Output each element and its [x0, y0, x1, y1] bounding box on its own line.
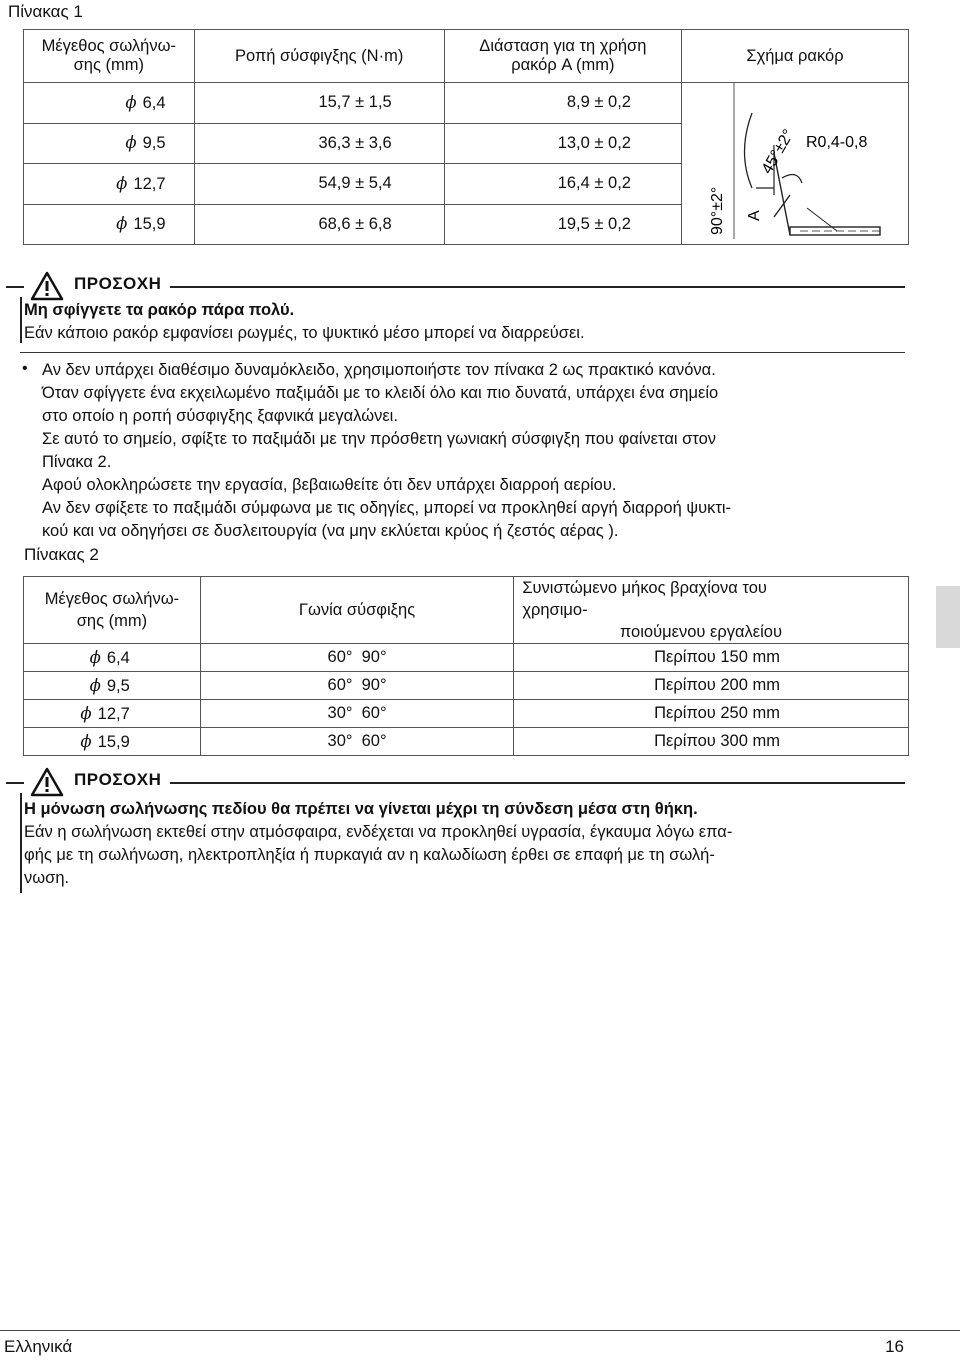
caution2-line: φής με τη σωλήνωση, ηλεκτροπληξία ή πυρκαγιά αν η καλωδίωση έρθει σε επαφή με τη σωλή-	[24, 846, 715, 864]
torque-value: 68,6 ± 6,8	[194, 204, 444, 245]
caution2-header	[6, 766, 906, 798]
header-length-line2: ποιούμενου εργαλείου	[619, 623, 782, 641]
pipe-size: 6,4	[106, 648, 130, 667]
pipe-size: 12,7	[97, 704, 130, 723]
caution1-line: Εάν κάποιο ρακόρ εμφανίσει ρωγμές, το ψυκτικό μέσο μπορεί να διαρρεύσει.	[24, 324, 585, 342]
pipe-size: 9,5	[106, 676, 130, 695]
instruction-line: Αν δεν υπάρχει διαθέσιμο δυναμόκλειδο, χρησιμοποιήστε τον πίνακα 2 ως πρακτικό κανόνα.	[42, 361, 716, 379]
phi-symbol: ϕ	[116, 214, 128, 234]
caution1-title: ΠΡΟΣΟΧΗ	[74, 274, 162, 293]
caution2-line: νωση.	[24, 869, 70, 887]
label-a: A	[745, 210, 763, 221]
section-side-tab	[936, 586, 960, 648]
instruction-line: Αν δεν σφίξετε το παξιμάδι σύμφωνα με τις οδηγίες, μπορεί να προκληθεί αργή διαρροή ψυκτι-	[42, 499, 732, 517]
header-dim-line2: ρακόρ A (mm)	[511, 56, 615, 74]
pipe-size: 6,4	[142, 93, 166, 112]
tightening-angle: 30° 60°	[200, 700, 514, 728]
phi-symbol: ϕ	[89, 675, 101, 695]
caution2-body	[24, 798, 904, 890]
table1-header-size	[24, 30, 195, 83]
header-size-line1: Μέγεθος σωλήνω-	[41, 37, 176, 55]
caution2-title: ΠΡΟΣΟΧΗ	[74, 770, 162, 789]
caution1-sidebar	[20, 297, 22, 343]
instruction-line: Αφού ολοκληρώσετε την εργασία, βεβαιωθείτε ότι δεν υπάρχει διαρροή αερίου.	[42, 476, 617, 494]
arm-length: Περίπου 300 mm	[514, 728, 909, 756]
instruction-line: στο οποίο η ροπή σύσφιγξης ξαφνικά μεγαλώνει.	[42, 407, 398, 425]
table1	[23, 29, 909, 245]
table1-header-dimension	[444, 30, 681, 83]
header-size-line2: σης (mm)	[76, 612, 148, 630]
phi-symbol: ϕ	[125, 133, 137, 153]
table-row	[24, 83, 909, 124]
table2	[23, 576, 909, 756]
instructions-text	[42, 359, 912, 543]
header-size-line1: Μέγεθος σωλήνω-	[44, 590, 180, 608]
instruction-line: Όταν σφίγγετε ένα εκχειλωμένο παξιμάδι με το κλειδί όλο και πιο δυνατά, υπάρχει ένα σημείο	[42, 384, 719, 402]
dimension-value: 16,4 ± 0,2	[444, 164, 681, 205]
torque-value: 54,9 ± 5,4	[194, 164, 444, 205]
caution-rule-left	[6, 286, 24, 288]
caution1-body	[24, 299, 904, 345]
angle-45-label: 45°±2°	[758, 126, 798, 177]
table-row	[24, 728, 909, 756]
header-length-line1: Συνιστώμενο μήκος βραχίονα του χρησιμο-	[522, 579, 767, 619]
flare-shape-cell	[681, 83, 908, 245]
caution2-bold-line: Η μόνωση σωλήνωσης πεδίου θα πρέπει να γίνεται μέχρι τη σύνδεση μέσα στη θήκη.	[24, 800, 698, 818]
table2-header-size	[24, 577, 201, 644]
torque-value: 15,7 ± 1,5	[194, 83, 444, 124]
phi-symbol: ϕ	[125, 92, 137, 112]
pipe-size: 9,5	[142, 134, 166, 153]
angle-arc-90	[744, 113, 752, 188]
table-row	[24, 700, 909, 728]
table-row	[24, 672, 909, 700]
phi-symbol: ϕ	[116, 173, 128, 193]
bullet-marker: •	[22, 360, 28, 377]
tightening-angle: 60° 90°	[200, 672, 514, 700]
warning-triangle-icon	[30, 767, 64, 797]
footer-language: Ελληνικά	[4, 1337, 73, 1356]
tightening-angle: 60° 90°	[200, 644, 514, 672]
arm-length: Περίπου 250 mm	[514, 700, 909, 728]
header-dim-line1: Διάσταση για τη χρήση	[479, 37, 647, 55]
instruction-line: Πίνακα 2.	[42, 453, 112, 471]
dimension-value: 19,5 ± 0,2	[444, 204, 681, 245]
torque-value: 36,3 ± 3,6	[194, 123, 444, 164]
dimension-value: 13,0 ± 0,2	[444, 123, 681, 164]
phi-symbol: ϕ	[80, 703, 92, 723]
warning-triangle-icon	[30, 271, 64, 301]
caution2-line: Εάν η σωλήνωση εκτεθεί στην ατμόσφαιρα, ενδέχεται να προκληθεί υγρασία, έγκαυμα λόγω επα-	[24, 823, 733, 841]
dimension-value: 8,9 ± 0,2	[444, 83, 681, 124]
pipe-size: 12,7	[133, 174, 166, 193]
caution1-header	[6, 270, 906, 302]
caution2-sidebar	[20, 793, 22, 893]
table2-header-length	[514, 577, 909, 644]
tightening-angle: 30° 60°	[200, 728, 514, 756]
angle-90-label: 90°±2°	[708, 186, 726, 235]
header-size-line2: σης (mm)	[73, 56, 144, 74]
table-row	[24, 644, 909, 672]
table1-header-torque: Ροπή σύσφιγξης (N·m)	[194, 30, 444, 83]
caution-rule-left	[6, 782, 24, 784]
instruction-line: Σε αυτό το σημείο, σφίξτε το παξιμάδι με την πρόσθετη γωνιακή σύσφιγξη που φαίνεται στον	[42, 430, 717, 448]
flare-diagram	[682, 83, 908, 239]
caution1-bold-line: Μη σφίγγετε τα ρακόρ πάρα πολύ.	[24, 301, 295, 319]
page-number: 16	[885, 1337, 904, 1356]
angle-arc-45	[782, 174, 802, 183]
table2-header-angle: Γωνία σύσφιξης	[200, 577, 514, 644]
phi-symbol: ϕ	[89, 647, 101, 667]
instruction-line: κού και να οδηγήσει σε δυσλειτουργία (να μην εκλύεται κρύος ή ζεστός αέρας ).	[42, 522, 619, 540]
arm-length: Περίπου 200 mm	[514, 672, 909, 700]
pipe-size: 15,9	[97, 732, 130, 751]
phi-symbol: ϕ	[80, 731, 92, 751]
footer-rule	[0, 1330, 960, 1331]
caution-rule-right	[170, 286, 905, 288]
caution-rule-right	[170, 782, 905, 784]
caution1-bottom-rule	[20, 352, 905, 353]
table1-caption: Πίνακας 1	[8, 2, 83, 21]
arm-length: Περίπου 150 mm	[514, 644, 909, 672]
pipe-size: 15,9	[133, 215, 166, 234]
table2-caption: Πίνακας 2	[24, 545, 99, 564]
table1-header-shape: Σχήμα ρακόρ	[681, 30, 908, 83]
radius-label: R0,4-0,8	[805, 134, 868, 151]
